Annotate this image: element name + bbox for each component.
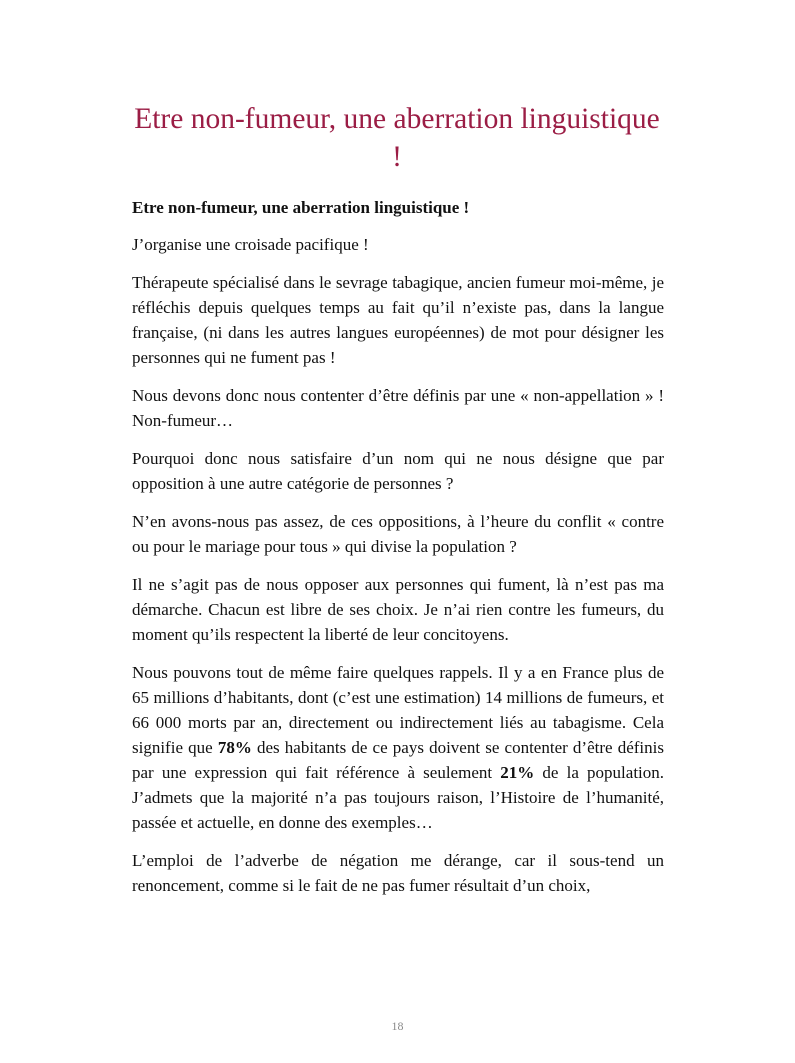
article-subtitle: Etre non-fumeur, une aberration linguistique ! — [132, 198, 470, 217]
paragraph-7-part-2: des habitants de ce pays doivent se contenter d’être définis par une expression qui fait référence à seulement — [132, 738, 664, 782]
percentage-21: 21% — [500, 763, 535, 782]
page-number: 18 — [391, 1019, 404, 1033]
paragraph-8: L’emploi de l’adverbe de négation me dérange, car il sous-tend un renoncement, comme si le fait de ne pas fumer résultait d’un choix, — [132, 851, 664, 895]
paragraph-4: Pourquoi donc nous satisfaire d’un nom qui ne nous désigne que par opposition à une autre catégorie de personnes ? — [132, 449, 664, 493]
article-body — [132, 195, 664, 911]
paragraph-2: Thérapeute spécialisé dans le sevrage tabagique, ancien fumeur moi-même, je réfléchis depuis quelques temps au fait qu’il n’existe pas, dans la langue française, (ni dans les autres langues européennes) de mot pour désigner les personnes qui ne fument pas ! — [132, 273, 664, 367]
paragraph-3: Nous devons donc nous contenter d’être définis par une « non-appellation » ! Non-fumeur… — [132, 386, 664, 430]
paragraph-7-part-1: Nous pouvons tout de même faire quelques rappels. Il y a en France plus de 65 millions d’habitants, dont (c’est une estimation) 14 millions de fumeurs, et 66 000 morts par an, directement ou indirectement liés au tabagisme. Cela signifie que — [132, 663, 664, 757]
page-title: Etre non-fumeur, une aberration linguistique ! — [134, 103, 660, 173]
paragraph-7 — [132, 660, 664, 835]
paragraph-5: N’en avons-nous pas assez, de ces oppositions, à l’heure du conflit « contre ou pour le mariage pour tous » qui divise la population ? — [132, 512, 664, 556]
paragraph-1: J’organise une croisade pacifique ! — [132, 235, 369, 254]
paragraph-7-part-3: de la population. J’admets que la majorité n’a pas toujours raison, l’Histoire de l’humanité, passée et actuelle, en donne des exemples… — [132, 763, 665, 832]
paragraph-6: Il ne s’agit pas de nous opposer aux personnes qui fument, là n’est pas ma démarche. Chacun est libre de ses choix. Je n’ai rien contre les fumeurs, du moment qu’ils respectent la liberté de leur concitoyens. — [132, 575, 664, 644]
percentage-78: 78% — [217, 738, 252, 757]
